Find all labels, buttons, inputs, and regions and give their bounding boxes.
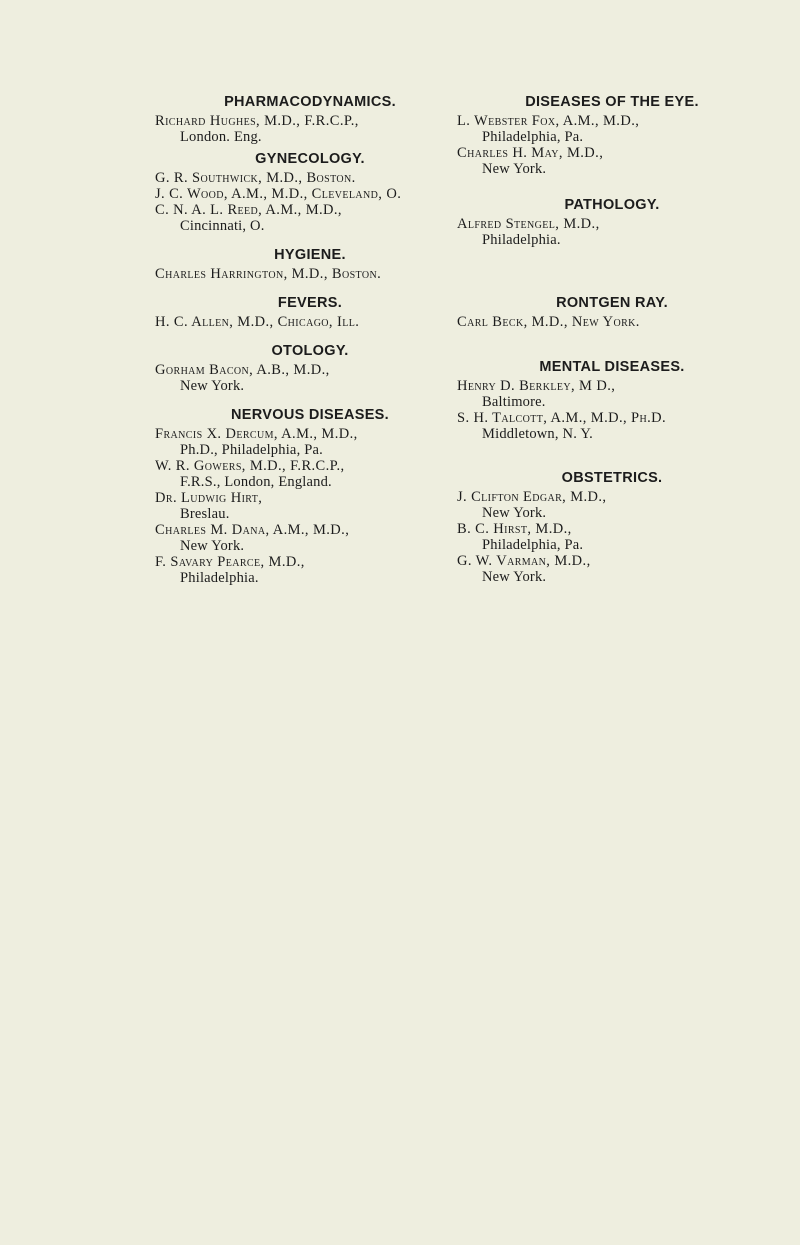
- contributor-name: Dr. Ludwig Hirt,: [155, 490, 263, 506]
- contributor-name: Charles H. May, M.D.,: [457, 145, 604, 161]
- contributor-entry: [155, 362, 465, 394]
- section-obstetrics: [457, 469, 767, 585]
- contributor-entry: [457, 314, 767, 330]
- contributor-entry: [457, 553, 767, 585]
- contributor-name: G. W. Varman, M.D.,: [457, 553, 591, 569]
- contributor-name: Alfred Stengel, M.D.,: [457, 216, 600, 232]
- contributor-name: G. R. Southwick, M.D., Boston.: [155, 170, 356, 186]
- section-heading: DISEASES OF THE EYE.: [525, 94, 699, 110]
- section-fevers: [155, 294, 465, 330]
- section-heading: RONTGEN RAY.: [556, 295, 668, 311]
- contributor-entry: [457, 521, 767, 553]
- section-pathology: [457, 196, 767, 248]
- contributor-location: Philadelphia.: [180, 570, 259, 586]
- contributor-location: New York.: [482, 505, 547, 521]
- contributor-entry: [155, 202, 465, 234]
- contributor-location: Ph.D., Philadelphia, Pa.: [180, 442, 323, 458]
- contributor-entry: [155, 314, 465, 330]
- contributor-entry: [457, 489, 767, 521]
- contributor-name: Carl Beck, M.D., New York.: [457, 314, 640, 330]
- contributor-location: Cincinnati, O.: [180, 218, 265, 234]
- section-heading: HYGIENE.: [274, 247, 346, 263]
- contributor-entry: [155, 113, 465, 145]
- section-mental-diseases: [457, 358, 767, 442]
- section-heading: PHARMACODYNAMICS.: [224, 94, 396, 110]
- contributor-entry: [457, 410, 767, 442]
- contributor-name: Charles M. Dana, A.M., M.D.,: [155, 522, 350, 538]
- section-heading: MENTAL DISEASES.: [539, 359, 685, 375]
- contributor-name: B. C. Hirst, M.D.,: [457, 521, 572, 537]
- section-nervous-diseases: [155, 406, 465, 586]
- contributor-location: F.R.S., London, England.: [180, 474, 332, 490]
- section-rontgen-ray: [457, 294, 767, 330]
- contributor-location: New York.: [482, 569, 547, 585]
- contributor-name: F. Savary Pearce, M.D.,: [155, 554, 305, 570]
- contributor-name: Francis X. Dercum, A.M., M.D.,: [155, 426, 358, 442]
- contributor-location: Philadelphia, Pa.: [482, 129, 584, 145]
- section-heading: OBSTETRICS.: [561, 470, 663, 486]
- contributor-entry: [155, 458, 465, 490]
- contributor-name: Richard Hughes, M.D., F.R.C.P.,: [155, 113, 359, 129]
- contributor-entry: [457, 145, 767, 177]
- contributor-location: New York.: [180, 538, 245, 554]
- contributor-entry: [155, 266, 465, 282]
- contributor-name: Henry D. Berkley, M D.,: [457, 378, 616, 394]
- section-hygiene: [155, 246, 465, 282]
- contributor-location: Philadelphia.: [482, 232, 561, 248]
- section-heading: PATHOLOGY.: [564, 197, 660, 213]
- contributor-location: Breslau.: [180, 506, 230, 522]
- section-heading: NERVOUS DISEASES.: [231, 407, 389, 423]
- contributor-name: J. C. Wood, A.M., M.D., Cleveland, O.: [155, 186, 402, 202]
- contributor-name: C. N. A. L. Reed, A.M., M.D.,: [155, 202, 342, 218]
- contributor-location: New York.: [482, 161, 547, 177]
- contributor-name: W. R. Gowers, M.D., F.R.C.P.,: [155, 458, 345, 474]
- contributor-entry: [457, 378, 767, 410]
- contributor-location: Baltimore.: [482, 394, 546, 410]
- contributor-entry: [155, 426, 465, 458]
- contributor-name: Charles Harrington, M.D., Boston.: [155, 266, 382, 282]
- section-diseases-of-the-eye: [457, 93, 767, 177]
- contributor-entry: [155, 186, 465, 202]
- section-otology: [155, 342, 465, 394]
- contributor-entry: [155, 522, 465, 554]
- contributor-name: S. H. Talcott, A.M., M.D., Ph.D.: [457, 410, 667, 426]
- section-heading: OTOLOGY.: [271, 343, 349, 359]
- contributor-entry: [155, 170, 465, 186]
- contributor-location: London. Eng.: [180, 129, 262, 145]
- contributor-name: Gorham Bacon, A.B., M.D.,: [155, 362, 330, 378]
- contributor-entry: [457, 113, 767, 145]
- section-heading: GYNECOLOGY.: [255, 151, 365, 167]
- contributor-name: H. C. Allen, M.D., Chicago, Ill.: [155, 314, 360, 330]
- section-gynecology: [155, 150, 465, 234]
- contributor-location: New York.: [180, 378, 245, 394]
- contributor-name: J. Clifton Edgar, M.D.,: [457, 489, 607, 505]
- contributor-entry: [155, 554, 465, 586]
- section-pharmacodynamics: [155, 93, 465, 145]
- section-heading: FEVERS.: [277, 295, 343, 311]
- contributor-entry: [457, 216, 767, 248]
- contributor-entry: [155, 490, 465, 522]
- contributor-name: L. Webster Fox, A.M., M.D.,: [457, 113, 640, 129]
- contributor-location: Philadelphia, Pa.: [482, 537, 584, 553]
- contributor-location: Middletown, N. Y.: [482, 426, 593, 442]
